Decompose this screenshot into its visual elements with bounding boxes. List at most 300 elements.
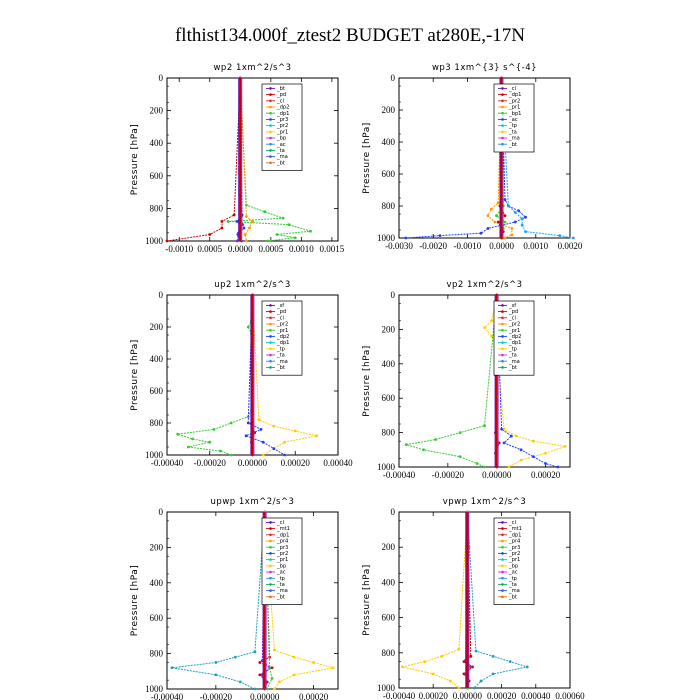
legend-marker [269, 143, 272, 146]
legend-marker [269, 366, 272, 369]
legend-marker [501, 552, 504, 555]
x-tick-label: -0.00040 [382, 470, 416, 480]
legend-label: _ac [509, 569, 518, 576]
series-point [404, 237, 407, 240]
legend-label: _pr1 [509, 557, 521, 564]
legend-marker [269, 571, 272, 574]
series-point [521, 217, 524, 220]
series-point [245, 434, 248, 437]
series-point [457, 648, 460, 651]
series-point [272, 425, 275, 428]
legend-marker [269, 329, 272, 332]
legend-label: _ma [509, 135, 520, 142]
series-point [293, 656, 296, 659]
legend-label: _pr4 [509, 538, 521, 545]
legend-label: _pr2 [277, 123, 289, 130]
x-tick-label: -0.00040 [382, 691, 416, 700]
legend-marker [269, 577, 272, 580]
series-point [214, 661, 217, 664]
series-point [564, 445, 567, 448]
legend-marker [269, 93, 272, 96]
x-tick-label: 0.00020 [530, 470, 561, 480]
x-tick-label: 0.0010 [288, 244, 314, 254]
panel-3 [130, 280, 353, 468]
series-point [572, 237, 575, 240]
plot-frame [399, 78, 570, 238]
y-tick-label: 1000 [377, 462, 395, 472]
panel-2 [362, 63, 583, 251]
series-point [233, 214, 236, 217]
series-point [495, 214, 498, 217]
legend-marker [501, 360, 504, 363]
legend-marker [269, 149, 272, 152]
legend-marker [269, 540, 272, 543]
x-tick-label: -0.00020 [431, 470, 464, 480]
legend-label: _pr1 [277, 327, 289, 334]
series-point [283, 441, 286, 444]
series-point [251, 220, 254, 223]
y-tick-label: 600 [381, 393, 395, 404]
x-tick-label: 0.00060 [555, 691, 585, 700]
y-axis-label: Pressure [hPa] [362, 345, 372, 417]
series-point [176, 433, 179, 436]
legend-label: _tp [277, 346, 285, 353]
x-tick-label: -0.0030 [385, 241, 413, 251]
series-point [258, 418, 261, 421]
legend-label: _ac [277, 569, 286, 576]
x-tick-label: -0.00040 [150, 692, 184, 700]
panel-title: up2 1xm^2/s^3 [214, 280, 291, 290]
legend-label: _pr1 [509, 327, 521, 334]
series-point [492, 655, 495, 658]
legend-label: _bp1 [509, 110, 522, 117]
legend-marker [501, 348, 504, 351]
y-tick-label: 1000 [145, 236, 163, 246]
legend-marker [501, 100, 504, 103]
legend-marker [501, 571, 504, 574]
legend-label: _ma [277, 154, 288, 161]
x-tick-label: 0.0015 [319, 244, 345, 254]
legend-marker [501, 366, 504, 369]
legend-label: _dp1 [509, 92, 522, 99]
series-point [276, 233, 279, 236]
series-point [509, 660, 512, 663]
legend-label: _bp [277, 563, 287, 570]
legend-marker [501, 112, 504, 115]
series-point [262, 441, 265, 444]
series-point [294, 236, 297, 239]
legend-marker [269, 583, 272, 586]
series-line-pr2 [402, 512, 467, 688]
legend-label: _pr2 [277, 321, 289, 328]
series-point [510, 233, 513, 236]
x-tick-label: -0.00020 [199, 692, 232, 700]
legend-label: _pr2 [509, 98, 521, 105]
series-line-tp [172, 512, 265, 689]
legend-label: _dp1 [509, 532, 522, 539]
legend-label: _dp2 [277, 104, 290, 111]
x-tick-label: -0.0010 [453, 241, 482, 251]
legend-label: _tp [509, 575, 517, 582]
series-point [556, 466, 559, 469]
legend-label: _pr2 [509, 551, 521, 557]
legend-label: _ta [277, 582, 285, 588]
legend-label: _dp2 [277, 334, 290, 340]
legend-marker [501, 304, 504, 307]
legend-label: _mt1 [277, 526, 290, 533]
legend-label: _bp [277, 135, 287, 142]
series-point [254, 688, 257, 691]
legend-label: _tp [277, 575, 285, 582]
series-point [532, 455, 535, 458]
series-point [247, 326, 250, 329]
series-point [258, 661, 261, 664]
series-point [497, 221, 500, 224]
legend-marker [269, 335, 272, 338]
legend-label: _ta [509, 129, 517, 136]
series-point [219, 450, 222, 453]
series-point [469, 665, 472, 668]
panel-title: vpwp 1xm^2/s^3 [442, 497, 527, 507]
x-tick-label: 0.00000 [482, 470, 512, 480]
series-point [520, 459, 523, 462]
series-point [515, 435, 518, 438]
panel-title: vp2 1xm^2/s^3 [446, 280, 523, 290]
legend-marker [269, 155, 272, 158]
series-point [483, 424, 486, 427]
legend-marker [269, 589, 272, 592]
y-tick-label: 1000 [377, 683, 395, 693]
series-point [504, 198, 507, 201]
series-point [221, 220, 224, 223]
series-point [258, 673, 261, 676]
legend-marker [269, 100, 272, 103]
legend-marker [501, 596, 504, 599]
x-tick-label: 0.00000 [237, 458, 268, 468]
series-point [510, 435, 513, 438]
x-tick-label: 0.0005 [258, 244, 284, 254]
series-point [263, 210, 266, 213]
legend-label: _cl [277, 98, 284, 105]
x-tick-label: 0.00040 [521, 691, 551, 700]
series-point [166, 240, 169, 243]
y-axis-label: Pressure [hPa] [130, 123, 140, 196]
x-tick-label: 0.0000 [489, 241, 514, 251]
legend-label: _pr3 [509, 544, 521, 551]
series-point [230, 422, 233, 425]
panel-6 [362, 497, 585, 700]
plot-frame [167, 78, 338, 241]
y-tick-label: 0 [158, 507, 163, 517]
legend-label: _pd [277, 309, 287, 316]
panel-title: upwp 1xm^2/s^3 [210, 497, 295, 507]
legend-label: _bt [277, 365, 285, 371]
legend-marker [501, 546, 504, 549]
legend-label: _ma [277, 358, 288, 365]
series-point [544, 462, 547, 465]
legend-marker [269, 596, 272, 599]
y-tick-label: 800 [149, 648, 163, 659]
y-tick-label: 200 [149, 105, 163, 116]
y-axis-label: Pressure [hPa] [130, 339, 140, 411]
y-tick-label: 200 [381, 542, 395, 553]
series-point [214, 673, 217, 676]
series-point [492, 673, 495, 676]
series-point [504, 214, 507, 217]
x-tick-label: 0.00040 [323, 458, 353, 468]
series-point [273, 649, 276, 652]
x-tick-label: 0.0020 [557, 241, 583, 251]
y-axis-label: Pressure [hPa] [362, 564, 372, 636]
legend-marker [501, 527, 504, 530]
y-tick-label: 400 [149, 577, 163, 588]
panel-title: wp3 1xm^{3} s^{-4} [431, 63, 538, 73]
y-tick-label: 600 [149, 386, 163, 396]
series-point [278, 681, 281, 684]
series-point [266, 240, 269, 243]
legend-marker [501, 310, 504, 313]
legend-label: _tp [509, 123, 517, 130]
series-point [483, 466, 486, 469]
x-tick-label: 0.0005 [197, 244, 223, 254]
legend-label: _bp [509, 563, 519, 570]
legend-label: _pd [509, 309, 519, 316]
legend-marker [269, 521, 272, 524]
x-tick-label: -0.00040 [150, 458, 184, 468]
legend-marker [501, 317, 504, 320]
legend-marker [269, 341, 272, 344]
y-tick-label: 800 [149, 418, 163, 428]
panels [130, 63, 585, 700]
x-tick-label: 0.00000 [452, 691, 483, 700]
series-point [273, 688, 276, 691]
legend-label: _pr3 [277, 117, 289, 123]
series-point [227, 220, 230, 223]
legend-marker [269, 323, 272, 326]
series-point [440, 655, 443, 658]
series-point [191, 438, 194, 441]
series-point [293, 673, 296, 676]
legend-label: _cl [277, 520, 284, 526]
y-tick-label: 400 [381, 577, 395, 588]
legend-label: _pr4 [277, 538, 289, 545]
legend-marker [501, 143, 504, 146]
legend-marker [269, 546, 272, 549]
series-point [510, 227, 513, 230]
y-tick-label: 600 [381, 612, 395, 623]
legend-label: _dp1 [277, 110, 290, 117]
series-point [244, 233, 247, 236]
series-point [170, 666, 173, 669]
legend-marker [269, 534, 272, 537]
series-point [247, 422, 250, 425]
series-point [459, 455, 462, 458]
series-point [457, 687, 460, 690]
series-point [480, 232, 483, 235]
y-tick-label: 600 [149, 170, 163, 181]
series-point [487, 214, 490, 217]
series-point [248, 227, 251, 230]
legend-marker [269, 137, 272, 140]
series-point [504, 221, 507, 224]
legend-label: _bt [509, 594, 517, 601]
series-point [532, 440, 535, 443]
series-point [504, 237, 507, 240]
series-point [459, 431, 462, 434]
series-point [401, 665, 404, 668]
legend-label: _ac [509, 117, 518, 123]
legend-marker [501, 118, 504, 121]
legend-label: _pd [277, 92, 287, 99]
y-tick-label: 400 [381, 358, 395, 369]
y-tick-label: 800 [149, 203, 163, 214]
series-point [294, 430, 297, 433]
series-point [503, 442, 506, 445]
x-tick-label: 0.00020 [298, 692, 329, 700]
legend-label: _cl [509, 520, 516, 526]
series-point [271, 666, 274, 669]
series-point [558, 234, 561, 237]
legend-marker [269, 310, 272, 313]
legend-label: _mt1 [509, 526, 522, 533]
legend-label: _cl [509, 315, 516, 322]
legend-label: _ma [277, 588, 288, 595]
x-tick-label: -0.0010 [165, 244, 194, 254]
legend-marker [501, 354, 504, 357]
series-point [283, 454, 286, 457]
figure-title: flthist134.000f_ztest2 BUDGET at280E,-17N [174, 25, 526, 46]
series-point [221, 227, 224, 230]
series-point [245, 240, 248, 243]
legend-label: _dp1 [509, 340, 522, 347]
legend-marker [269, 112, 272, 115]
legend-label: _ma [509, 588, 520, 595]
legend-marker [269, 360, 272, 363]
series-point [524, 216, 527, 219]
legend-label: _ta [509, 582, 517, 588]
legend-marker [501, 87, 504, 90]
series-point [526, 665, 529, 668]
series-point [476, 462, 479, 465]
series-point [514, 221, 517, 224]
y-tick-label: 200 [381, 324, 395, 335]
series-point [507, 205, 510, 208]
y-tick-label: 800 [381, 427, 395, 438]
series-point [422, 448, 425, 451]
series-point [508, 466, 511, 469]
legend-label: _pr2 [509, 321, 521, 328]
y-tick-label: 0 [158, 73, 163, 83]
legend-label: _pr1 [509, 104, 521, 111]
series-point [423, 660, 426, 663]
y-tick-label: 0 [158, 290, 163, 300]
y-tick-label: 200 [381, 105, 395, 115]
series-point [514, 211, 517, 214]
series-point [497, 201, 500, 204]
y-tick-label: 1000 [145, 450, 163, 460]
y-tick-label: 0 [390, 73, 395, 83]
legend-label: _dp2 [509, 334, 522, 340]
legend-label: _sf [277, 303, 285, 309]
legend-marker [501, 335, 504, 338]
series-point [490, 319, 493, 322]
x-tick-label: 0.00020 [486, 691, 517, 700]
legend-label: _ta [277, 352, 285, 359]
series-point [262, 454, 265, 457]
legend-label: _pr1 [277, 557, 289, 564]
y-tick-label: 200 [149, 542, 163, 553]
y-tick-label: 200 [149, 322, 163, 332]
legend-marker [501, 540, 504, 543]
legend-label: _cl [277, 315, 284, 322]
series-point [434, 438, 437, 441]
y-tick-label: 400 [149, 138, 163, 149]
legend-marker [501, 323, 504, 326]
legend-marker [269, 552, 272, 555]
legend-marker [501, 534, 504, 537]
series-point [288, 223, 291, 226]
series-point [312, 661, 315, 664]
series-point [332, 666, 335, 669]
x-tick-label: 0.00020 [280, 458, 310, 468]
legend-marker [269, 131, 272, 134]
y-tick-label: 400 [149, 354, 163, 364]
legend-marker [501, 131, 504, 134]
series-point [490, 208, 493, 211]
y-tick-label: 400 [381, 137, 395, 147]
y-tick-label: 0 [390, 290, 395, 300]
series-point [213, 428, 216, 431]
series-point [315, 434, 318, 437]
series-point [439, 234, 442, 237]
y-tick-label: 600 [149, 613, 163, 624]
series-point [432, 673, 435, 676]
legend-marker [269, 565, 272, 568]
y-tick-label: 0 [390, 507, 395, 517]
x-tick-label: 0.00000 [250, 692, 280, 700]
series-point [208, 233, 211, 236]
legend-marker [501, 106, 504, 109]
legend-marker [269, 354, 272, 357]
series-point [272, 447, 275, 450]
series-point [271, 677, 274, 680]
legend-marker [501, 341, 504, 344]
legend-marker [269, 87, 272, 90]
legend-marker [269, 162, 272, 165]
legend-label: _ac [277, 141, 286, 148]
legend-marker [269, 124, 272, 127]
legend-marker [501, 583, 504, 586]
x-tick-label: -0.0020 [419, 241, 448, 251]
legend-marker [501, 577, 504, 580]
legend-label: _bt [509, 141, 517, 148]
legend-marker [501, 565, 504, 568]
legend-marker [501, 93, 504, 96]
legend-label: _dp1 [277, 340, 290, 347]
y-tick-label: 800 [381, 201, 395, 211]
series-point [282, 217, 285, 220]
panel-1 [130, 63, 345, 254]
legend-label: _bt [509, 365, 517, 371]
series-point [208, 441, 211, 444]
series-point [493, 221, 496, 224]
series-line-dp1 [167, 78, 240, 241]
y-tick-label: 800 [381, 647, 395, 658]
series-point [524, 230, 527, 233]
series-point [260, 428, 263, 431]
legend-label: _ta [509, 352, 517, 359]
legend-label: _bt [277, 160, 285, 167]
